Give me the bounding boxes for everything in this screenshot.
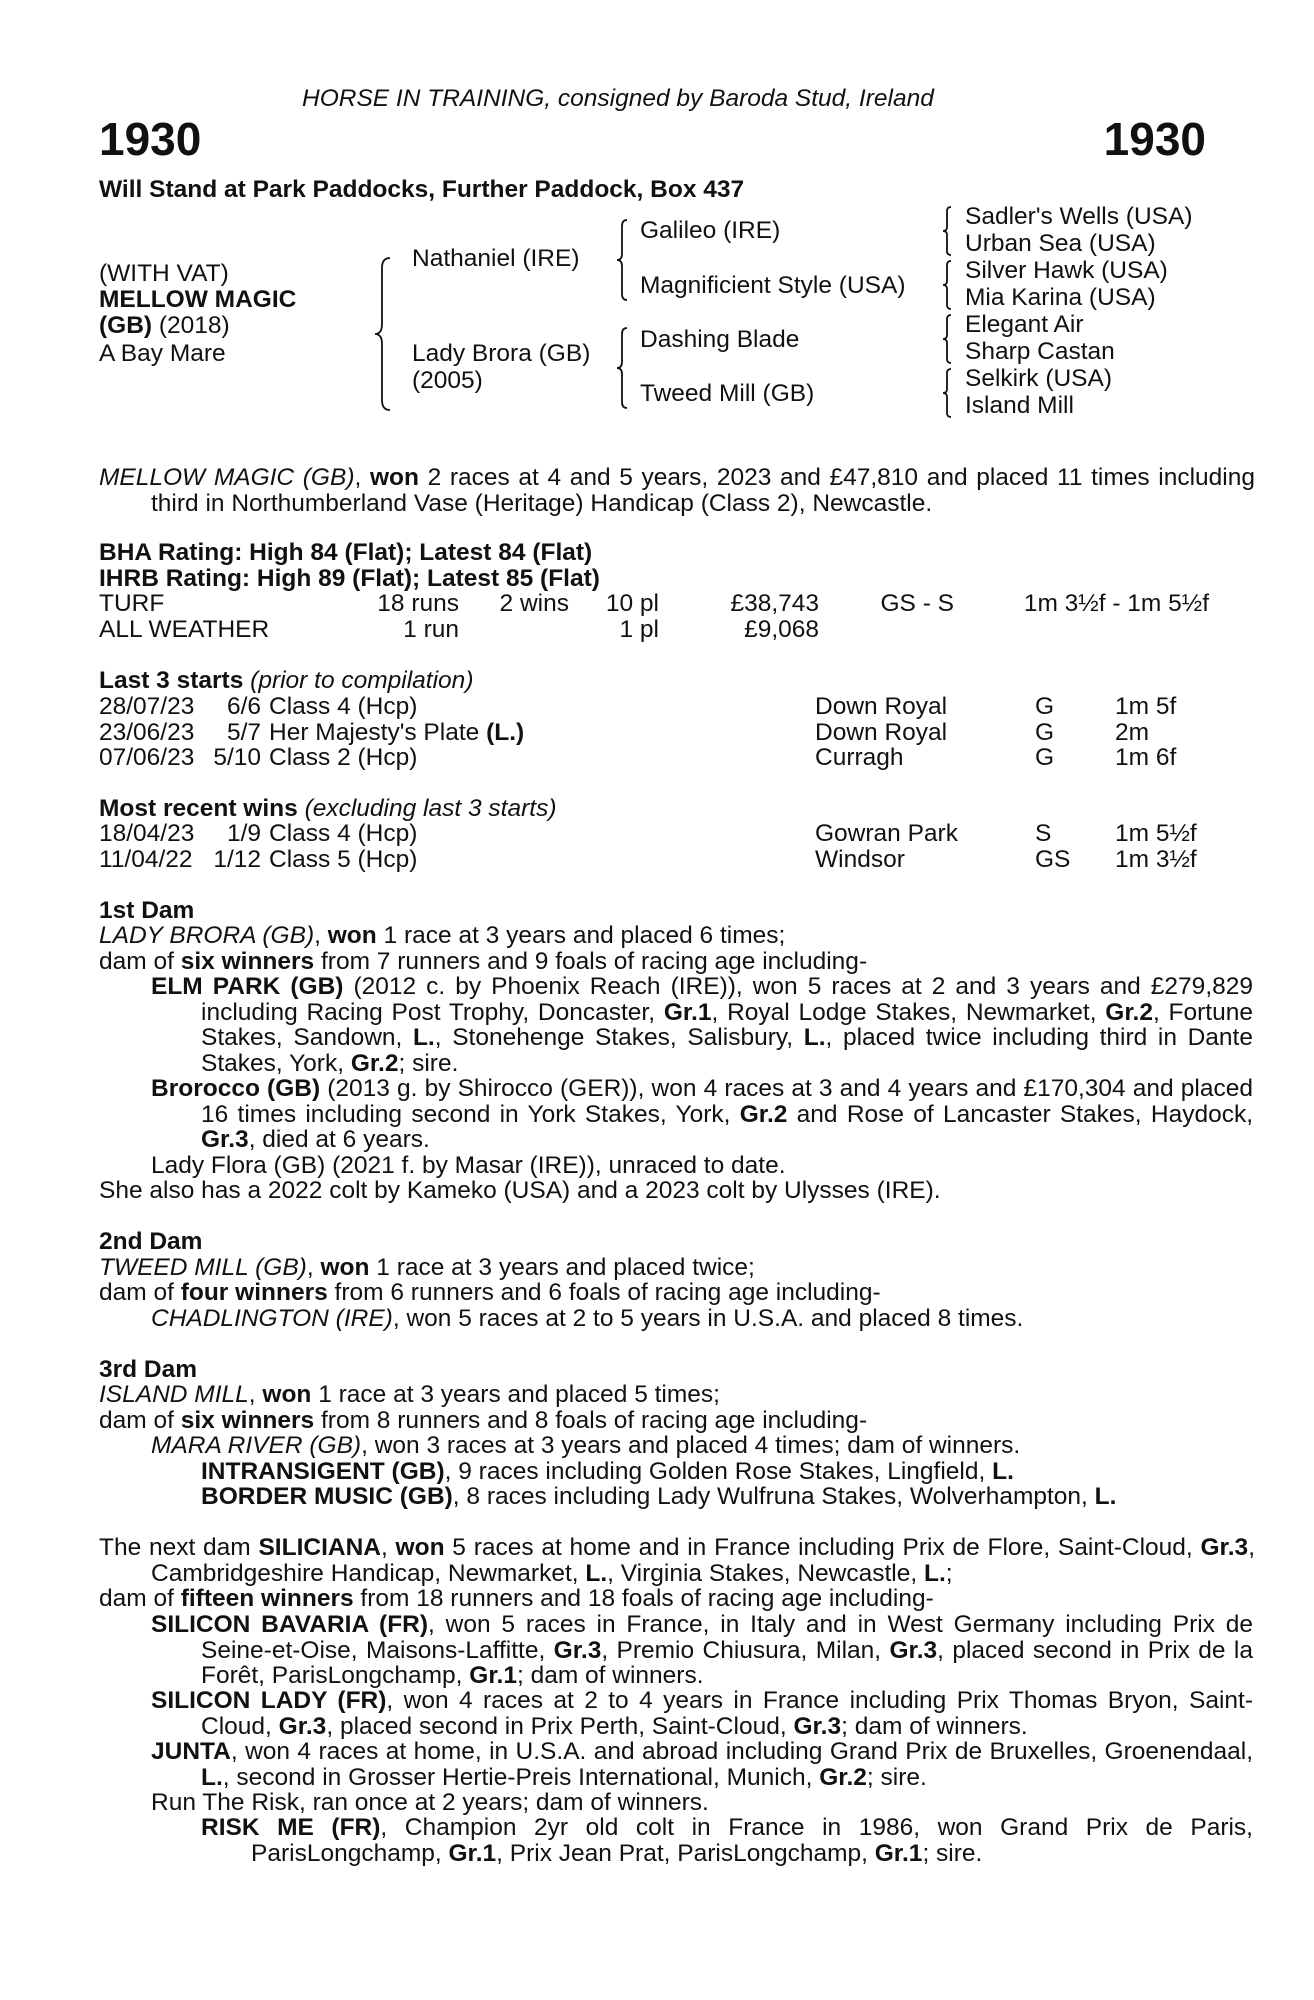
pedigree-great-2: Urban Sea (USA): [965, 230, 1156, 257]
going: GS - S: [880, 590, 954, 617]
ratings-table: [99, 591, 1209, 642]
dam1-line1: LADY BRORA (GB), won 1 race at 3 years and placed 6 times;: [99, 922, 786, 949]
dam3-line1: ISLAND MILL, won 1 race at 3 years and placed 5 times;: [99, 1381, 720, 1408]
pedigree-brace-g4: [940, 367, 954, 419]
dam1-also: She also has a 2022 colt by Kameko (USA) and a 2023 colt by Ulysses (IRE).: [99, 1177, 941, 1204]
last-starts-table: [99, 694, 1209, 771]
dam2-line1: TWEED MILL (GB), won 1 race at 3 years and placed twice;: [99, 1254, 755, 1281]
next-dam-line1: The next dam SILICIANA, won 5 races at home and in France including Prix de Flore, Saint-Cloud, Gr.3, Cambridgeshire Handicap, Newmarket, L., Virginia Stakes, Newcastle, L.;: [99, 1534, 1255, 1587]
course: Windsor: [815, 845, 905, 873]
last-starts-title: Last 3 starts: [99, 667, 244, 694]
going: G: [1035, 718, 1055, 746]
progeny-junta: JUNTA, won 4 races at home, in U.S.A. and abroad including Grand Prix de Bruxelles, Groenendaal, L., second in Grosser Hertie-Preis International, Munich, Gr.2; sire.: [151, 1738, 1253, 1791]
progeny-lady-flora: Lady Flora (GB) (2021 f. by Masar (IRE)), unraced to date.: [151, 1152, 786, 1179]
progeny-elm-park: ELM PARK (GB) (2012 c. by Phoenix Reach (IRE)), won 5 races at 2 and 3 years and £279,829 including Racing Post Trophy, Doncaster, Gr.1, Royal Lodge Stakes, Newmarket, Gr.2, Fortune Stakes, Sandown, L., Stonehenge Stakes, Salisbury, L., placed twice including third in Dante Stakes, York, Gr.2; sire.: [151, 973, 1253, 1077]
dam2-heading: 2nd Dam: [99, 1228, 203, 1255]
date: 18/04/23: [99, 820, 195, 847]
date: 28/07/23: [99, 693, 195, 720]
summary-text: 2 races at 4 and 5 years, 2023 and £47,810 and placed 11 times including third in Northumberland Vase (Heritage) Handicap (Class 2), Newcastle.: [151, 464, 1255, 517]
race: Class 4 (Hcp): [269, 820, 418, 847]
summary-horse-name: MELLOW MAGIC (GB): [99, 464, 355, 491]
places: 10 pl: [605, 590, 659, 617]
wins: [459, 617, 569, 643]
going: GS: [1035, 845, 1071, 873]
table-row: [99, 694, 1209, 720]
distance: 1m 5½f: [1115, 820, 1197, 847]
table-row: [99, 617, 1209, 643]
table-row: [99, 591, 1209, 617]
pedigree-granddam-maternal: Tweed Mill (GB): [640, 380, 815, 407]
pedigree-brace-dam: [614, 326, 630, 410]
distance: 1m 5f: [1115, 693, 1177, 720]
horse-description: A Bay Mare: [99, 340, 226, 367]
dam3-line2: dam of six winners from 8 runners and 8 foals of racing age including-: [99, 1407, 868, 1434]
horse-country-year: [99, 313, 230, 339]
date: 07/06/23: [99, 744, 195, 772]
race: Class 4 (Hcp): [269, 693, 418, 720]
dam1-line2: dam of six winners from 7 runners and 9 foals of racing age including-: [99, 948, 868, 975]
race: Class 5 (Hcp): [269, 845, 418, 873]
ihrb-rating: IHRB Rating: High 89 (Flat); Latest 85 (Flat): [99, 565, 600, 592]
distance: 1m 3½f - 1m 5½f: [1023, 590, 1209, 617]
recent-wins-title: Most recent wins: [99, 795, 298, 822]
bha-rating: BHA Rating: High 84 (Flat); Latest 84 (Flat): [99, 539, 593, 566]
lot-number-left: 1930: [99, 113, 202, 165]
progeny-silicon-bavaria: SILICON BAVARIA (FR), won 5 races in France, in Italy and in West Germany including Prix de Seine-et-Oise, Maisons-Laffitte, Gr.3, Premio Chiusura, Milan, Gr.3, placed second in Prix de la Forêt, ParisLongchamp, Gr.1; dam of winners.: [151, 1611, 1253, 1690]
pedigree-great-1: Sadler's Wells (USA): [965, 203, 1193, 230]
consignor-line: HORSE IN TRAINING, consigned by Baroda Stud, Ireland: [302, 85, 934, 112]
vat-note: (WITH VAT): [99, 260, 229, 287]
pedigree-brace-sire: [614, 218, 630, 302]
progeny-mara-river: MARA RIVER (GB), won 3 races at 3 years and placed 4 times; dam of winners.: [151, 1432, 1021, 1459]
going: S: [1035, 820, 1052, 847]
table-row: [99, 745, 1209, 771]
horse-name: MELLOW MAGIC: [99, 286, 297, 313]
distance: 2m: [1115, 718, 1150, 746]
going: [819, 617, 954, 643]
course: Down Royal: [815, 693, 948, 720]
prize: £9,068: [744, 615, 819, 643]
progeny-chadlington: CHADLINGTON (IRE), won 5 races at 2 to 5 years in U.S.A. and placed 8 times.: [151, 1305, 1024, 1332]
recent-wins-note: (excluding last 3 starts): [304, 795, 557, 822]
race: Her Majesty's Plate: [269, 718, 480, 746]
wins: 2 wins: [499, 590, 569, 617]
pedigree-great-6: Sharp Castan: [965, 338, 1115, 365]
pedigree-great-7: Selkirk (USA): [965, 365, 1113, 392]
last-starts-note: (prior to compilation): [250, 667, 474, 694]
table-row: [99, 821, 1209, 847]
pedigree-brace-main: [372, 256, 394, 412]
pedigree-grandsire-paternal: Galileo (IRE): [640, 217, 781, 244]
lot-number-right: 1930: [1103, 113, 1206, 165]
pedigree-great-3: Silver Hawk (USA): [965, 257, 1168, 284]
dam1-heading: 1st Dam: [99, 897, 195, 924]
course: Down Royal: [815, 718, 948, 746]
pedigree-granddam-paternal: Magnificient Style (USA): [640, 272, 906, 299]
surface: TURF: [99, 590, 165, 617]
position: 1/9: [226, 820, 261, 847]
progeny-brorocco: Brorocco (GB) (2013 g. by Shirocco (GER)), won 4 races at 3 and 4 years and £170,304 and placed 16 times including second in York Stakes, York, Gr.2 and Rose of Lancaster Stakes, Haydock, Gr.3, died at 6 years.: [151, 1075, 1254, 1154]
runs: 18 runs: [377, 590, 459, 617]
last-starts-heading: [99, 668, 473, 694]
position: 6/6: [226, 693, 261, 720]
summary-won: won: [369, 464, 419, 491]
stand-location: Will Stand at Park Paddocks, Further Paddock, Box 437: [99, 176, 745, 203]
listed: (L.): [486, 718, 525, 746]
progeny-run-the-risk: Run The Risk, ran once at 2 years; dam of winners.: [151, 1789, 709, 1816]
dam3-heading: 3rd Dam: [99, 1356, 198, 1383]
surface: ALL WEATHER: [99, 615, 270, 643]
progeny-border-music: BORDER MUSIC (GB), 8 races including Lady Wulfruna Stakes, Wolverhampton, L.: [201, 1483, 1117, 1510]
pedigree-great-8: Island Mill: [965, 392, 1074, 419]
distance: 1m 6f: [1115, 744, 1177, 772]
distance: 1m 3½f: [1115, 845, 1197, 873]
date: 11/04/22: [99, 845, 193, 873]
course: Gowran Park: [815, 820, 958, 847]
progeny-silicon-lady: SILICON LADY (FR), won 4 races at 2 to 4 years in France including Prix Thomas Bryon, Saint-Cloud, Gr.3, placed second in Prix Perth, Saint-Cloud, Gr.3; dam of winners.: [151, 1687, 1253, 1740]
pedigree-dam-year: (2005): [412, 367, 483, 394]
going: G: [1035, 744, 1055, 772]
pedigree-sire: Nathaniel (IRE): [412, 245, 580, 272]
race: Class 2 (Hcp): [269, 744, 418, 772]
recent-wins-table: [99, 821, 1209, 872]
pedigree-brace-g3: [940, 313, 954, 365]
places: 1 pl: [619, 615, 659, 643]
race-summary: MELLOW MAGIC (GB), won 2 races at 4 and 5 years, 2023 and £47,810 and placed 11 times including third in Northumberland Vase (Heritage) Handicap (Class 2), Newcastle.: [99, 464, 1255, 517]
progeny-risk-me: RISK ME (FR), Champion 2yr old colt in France in 1986, won Grand Prix de Paris, ParisLongchamp, Gr.1, Prix Jean Prat, ParisLongchamp, Gr.1; sire.: [201, 1814, 1253, 1867]
pedigree-brace-g2: [940, 259, 954, 311]
recent-wins-heading: [99, 796, 556, 822]
pedigree-brace-g1: [940, 205, 954, 257]
pedigree-great-5: Elegant Air: [965, 311, 1084, 338]
date: 23/06/23: [99, 718, 195, 746]
horse-year: (2018): [158, 312, 230, 339]
prize: £38,743: [730, 590, 819, 617]
table-row: [99, 720, 1209, 746]
position: 1/12: [213, 845, 261, 873]
course: Curragh: [815, 744, 904, 772]
pedigree-grandsire-maternal: Dashing Blade: [640, 326, 800, 353]
position: 5/10: [213, 744, 261, 772]
dam2-line2: dam of four winners from 6 runners and 6 foals of racing age including-: [99, 1279, 881, 1306]
distance: [954, 617, 1209, 643]
going: G: [1035, 693, 1055, 720]
next-dam-line2: dam of fifteen winners from 18 runners and 18 foals of racing age including-: [99, 1585, 934, 1612]
table-row: [99, 847, 1209, 873]
pedigree-great-4: Mia Karina (USA): [965, 284, 1156, 311]
pedigree-dam: Lady Brora (GB): [412, 340, 591, 367]
runs: 1 run: [403, 615, 459, 643]
position: 5/7: [226, 718, 261, 746]
progeny-intransigent: INTRANSIGENT (GB), 9 races including Golden Rose Stakes, Lingfield, L.: [201, 1458, 1014, 1485]
horse-country: (GB): [99, 312, 153, 339]
